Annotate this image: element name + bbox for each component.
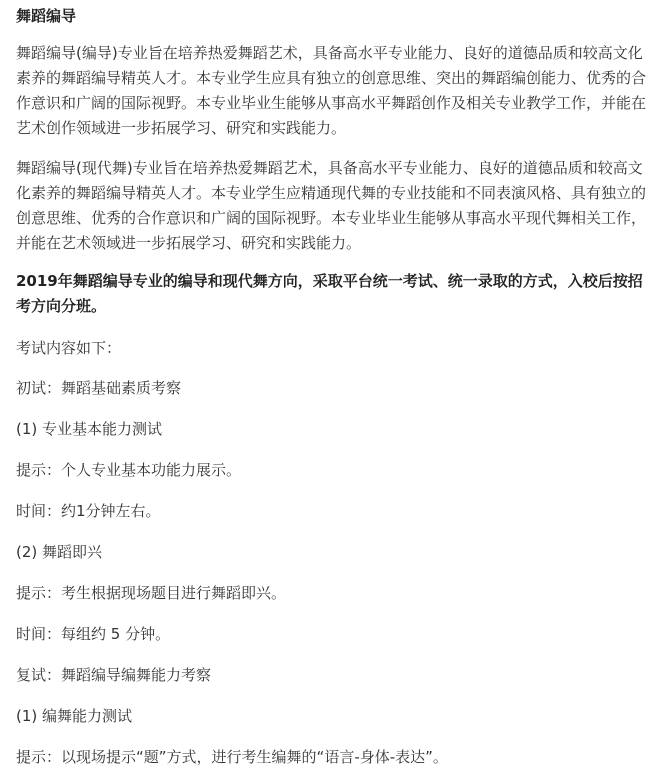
item-dance-improvisation: (2) 舞蹈即兴 [16, 543, 103, 561]
paragraph-modern-dance-intro: 舞蹈编导(现代舞)专业旨在培养热爱舞蹈艺术，具备高水平专业能力、良好的道德品质和较高文化素养的舞蹈编导精英人才。本专业学生应精通现代舞的专业技能和不同表演风格、具有独立的创意思维、优秀的合作意识和广阔的国际视野。本专业毕业生能够从事高水平现代舞相关工作，并能在艺术领域进一步拓展学习、研究和实践能力。 [16, 159, 647, 252]
item-basic-ability-test: (1) 专业基本能力测试 [16, 420, 163, 438]
hint-choreography-test: 提示：以现场提示“题”方式，进行考生编舞的“语言-身体-表达”。 [16, 748, 448, 766]
paragraph-choreography-intro: 舞蹈编导(编导)专业旨在培养热爱舞蹈艺术，具备高水平专业能力、良好的道德品质和较高文化素养的舞蹈编导精英人才。本专业学生应具有独立的创意思维、突出的舞蹈编创能力、优秀的合作意识和广阔的国际视野。本专业毕业生能够从事高水平舞蹈创作及相关专业教学工作，并能在艺术创作领域进一步拓展学习、研究和实践能力。 [16, 44, 647, 137]
time-dance-improvisation: 时间：每组约 5 分钟。 [16, 625, 171, 643]
time-basic-ability: 时间：约1分钟左右。 [16, 502, 161, 520]
preliminary-exam-line: 初试：舞蹈基础素质考察 [16, 379, 182, 397]
page-title: 舞蹈编导 [16, 7, 77, 25]
hint-basic-ability: 提示：个人专业基本功能力展示。 [16, 461, 242, 479]
second-exam-line: 复试：舞蹈编导编舞能力考察 [16, 666, 212, 684]
paragraph-exam-policy: 2019年舞蹈编导专业的编导和现代舞方向，采取平台统一考试、统一录取的方式，入校后按招考方向分班。 [16, 272, 643, 315]
exam-content-heading: 考试内容如下： [16, 339, 122, 357]
hint-dance-improvisation: 提示：考生根据现场题目进行舞蹈即兴。 [16, 584, 287, 602]
item-choreography-test: (1) 编舞能力测试 [16, 707, 133, 725]
